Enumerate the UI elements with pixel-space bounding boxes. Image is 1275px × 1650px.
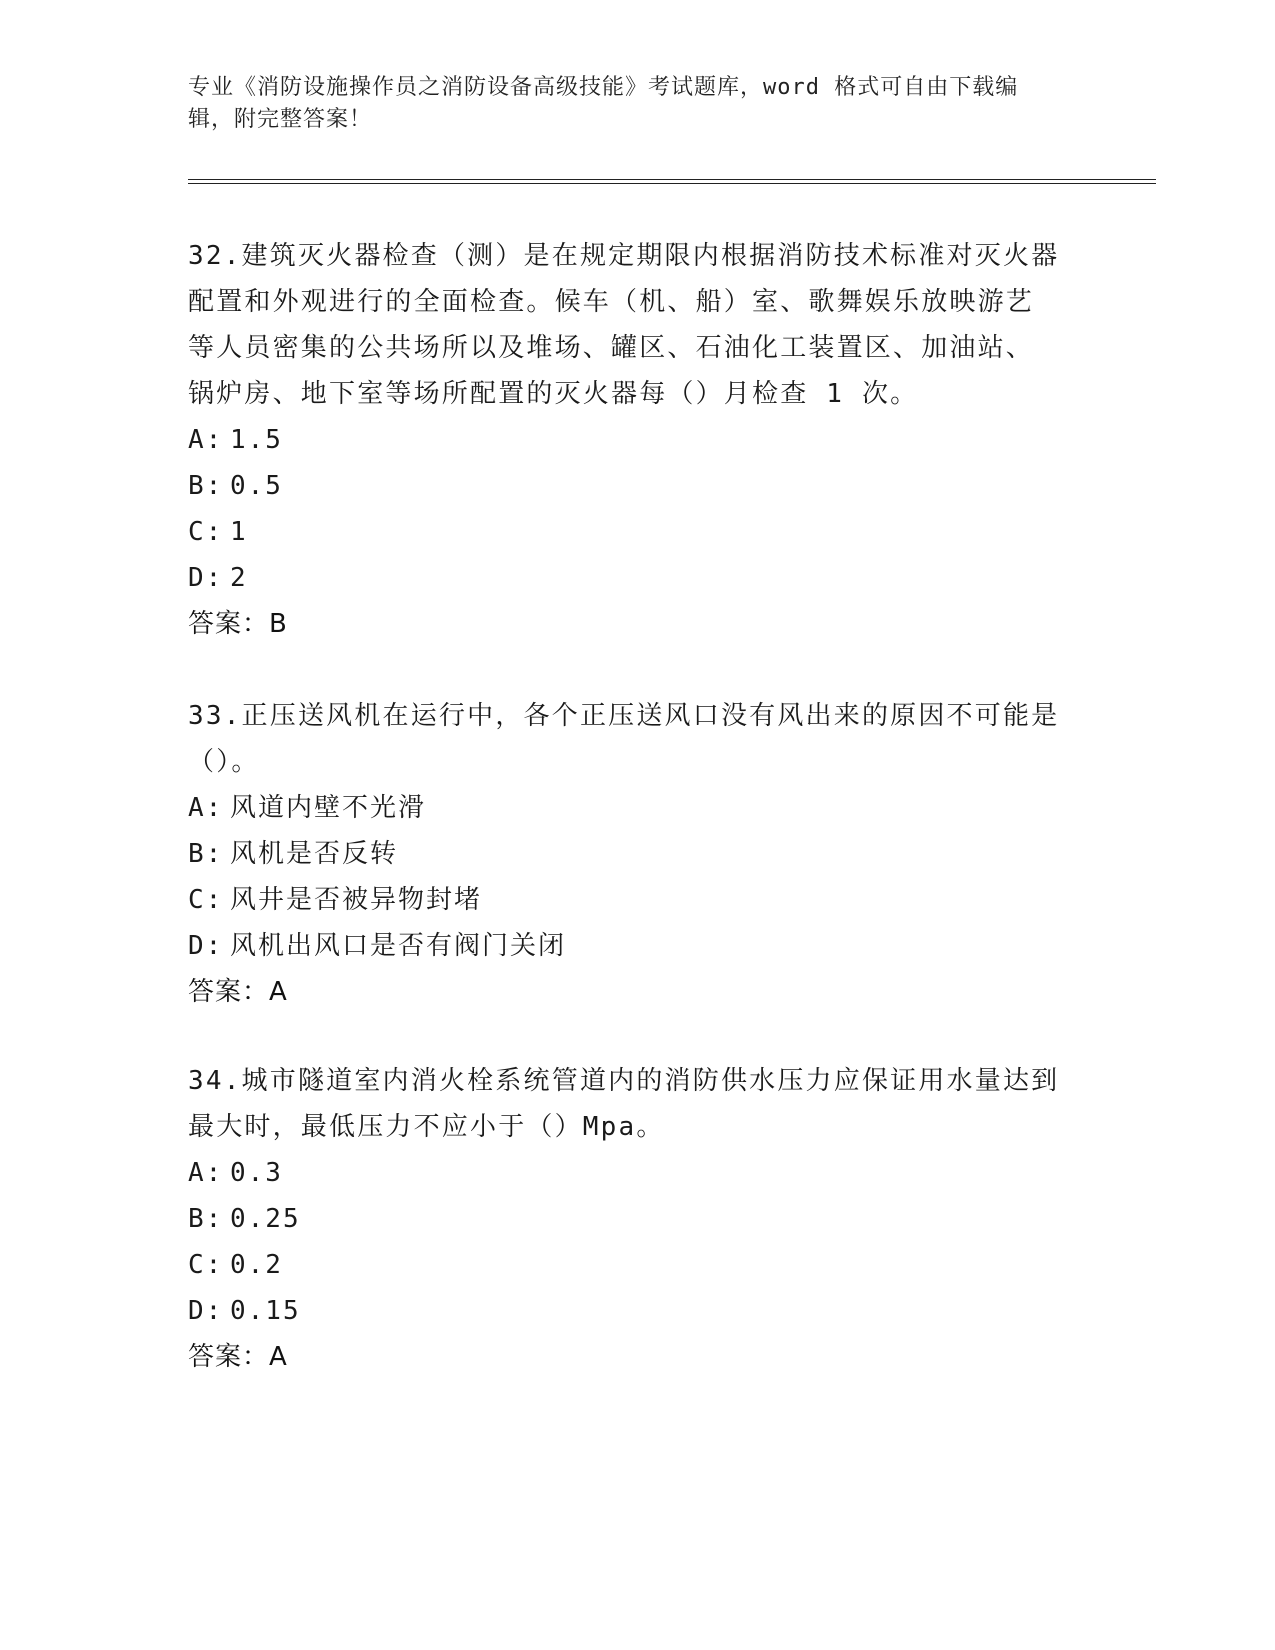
answer-line: 答案：A [188, 977, 288, 1007]
option-c [188, 1242, 1088, 1288]
question-stem-line: 等人员密集的公共场所以及堆场、罐区、石油化工装置区、加油站、 [188, 333, 1035, 363]
option-label: B: [188, 839, 224, 869]
option-text: 风机是否反转 [230, 839, 399, 869]
option-label: D: [188, 1296, 224, 1326]
header-line-1: 专业《消防设施操作员之消防设备高级技能》考试题库，word 格式可自由下载编 [188, 75, 1019, 100]
option-text: 0.3 [230, 1158, 283, 1188]
header-rule-bottom [188, 183, 1156, 184]
option-c [188, 509, 1088, 555]
option-label: B: [188, 471, 224, 501]
header-line-2: 辑，附完整答案！ [188, 107, 373, 132]
option-label: D: [188, 563, 224, 593]
question-33 [188, 693, 1088, 1015]
question-stem-line: 32.建筑灭火器检查（测）是在规定期限内根据消防技术标准对灭火器 [188, 241, 1060, 271]
question-stem-line: 33.正压送风机在运行中，各个正压送风口没有风出来的原因不可能是 [188, 701, 1060, 731]
option-text: 风井是否被异物封堵 [230, 885, 483, 915]
option-text: 0.15 [230, 1296, 301, 1326]
question-32 [188, 233, 1088, 647]
option-label: C: [188, 517, 224, 547]
answer-line: 答案：B [188, 609, 288, 639]
option-a [188, 417, 1088, 463]
option-text: 1.5 [230, 425, 283, 455]
option-a [188, 785, 1088, 831]
option-label: A: [188, 793, 224, 823]
option-c [188, 877, 1088, 923]
option-text: 0.25 [230, 1204, 301, 1234]
option-b [188, 831, 1088, 877]
option-text: 2 [230, 563, 248, 593]
question-stem-line: 34.城市隧道室内消火栓系统管道内的消防供水压力应保证用水量达到 [188, 1066, 1060, 1096]
document-header [188, 72, 1068, 136]
option-a [188, 1150, 1088, 1196]
option-text: 风道内壁不光滑 [230, 793, 427, 823]
question-stem-line: 配置和外观进行的全面检查。候车（机、船）室、歌舞娱乐放映游艺 [188, 287, 1035, 317]
option-label: C: [188, 1250, 224, 1280]
option-label: A: [188, 425, 224, 455]
answer-line: 答案：A [188, 1342, 288, 1372]
option-text: 0.2 [230, 1250, 283, 1280]
option-b [188, 1196, 1088, 1242]
question-34 [188, 1058, 1088, 1380]
option-d [188, 555, 1088, 601]
option-text: 0.5 [230, 471, 283, 501]
option-d [188, 923, 1088, 969]
header-rule-top [188, 179, 1156, 180]
option-label: B: [188, 1204, 224, 1234]
option-d [188, 1288, 1088, 1334]
option-text: 1 [230, 517, 248, 547]
question-stem-line: 锅炉房、地下室等场所配置的灭火器每（）月检查 1 次。 [188, 379, 919, 409]
option-text: 风机出风口是否有阀门关闭 [230, 931, 567, 961]
question-stem-line: 最大时，最低压力不应小于（）Mpa。 [188, 1112, 665, 1142]
option-label: A: [188, 1158, 224, 1188]
question-stem-line: （）。 [188, 747, 260, 777]
option-label: D: [188, 931, 224, 961]
option-label: C: [188, 885, 224, 915]
option-b [188, 463, 1088, 509]
